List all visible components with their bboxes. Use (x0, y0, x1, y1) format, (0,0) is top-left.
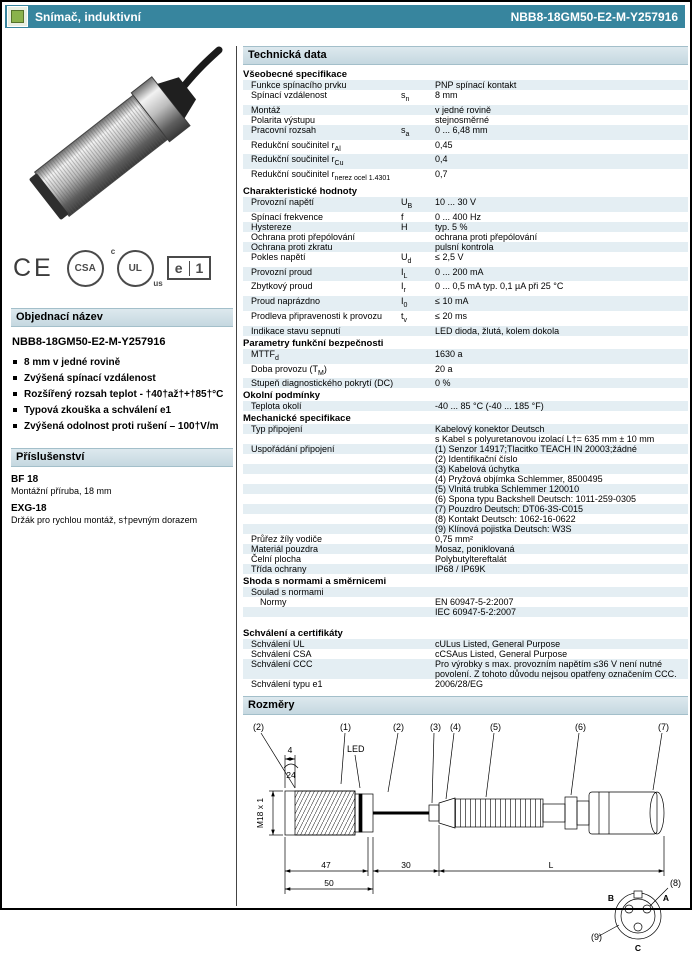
bullet-square-icon (13, 360, 17, 364)
tech-row (243, 80, 688, 90)
tech-row-value: (9) Klínová pojistka Deutsch: W3S (435, 524, 572, 535)
callout-5: (5) (490, 722, 501, 733)
tech-row-value: IP68 / IP69K (435, 564, 486, 575)
tech-row (243, 659, 688, 679)
tech-row-symbol (401, 504, 435, 514)
tech-row (243, 494, 688, 504)
tech-row-symbol (401, 484, 435, 494)
tech-row-symbol (401, 587, 435, 597)
tech-row-symbol (401, 464, 435, 474)
tech-row-symbol (401, 364, 435, 379)
tech-row-value: ≤ 20 ms (435, 310, 467, 321)
tech-row-symbol (401, 232, 435, 242)
tech-row-value: typ. 5 % (435, 221, 468, 232)
tech-row-symbol (401, 534, 435, 544)
top-header (5, 5, 685, 28)
tech-row-label: $MTTF_d$ (251, 348, 279, 362)
tech-row (243, 464, 688, 474)
tech-row-label: Normy (260, 597, 287, 608)
tech-row-value: 20 a (435, 363, 453, 374)
pin-c-label: C (634, 943, 642, 953)
feature-item (12, 388, 233, 401)
ul-mark (110, 246, 163, 288)
dim-L-label: L (548, 860, 554, 871)
accessories-list (11, 474, 233, 525)
tech-row-label: Redukční součinitel $r_{nerez ocel 1.4301}$ (251, 169, 391, 182)
tech-row-value: (3) Kabelová úchytka (435, 464, 520, 475)
tech-row (243, 401, 688, 411)
tech-row-value: (8) Kontakt Deutsch: 1062-16-0622 (435, 514, 576, 525)
tech-row-symbol (401, 424, 435, 434)
tech-row-value: 0,45 (435, 139, 453, 150)
tech-row (243, 454, 688, 464)
tech-row-label: Pracovní rozsah (251, 124, 317, 135)
tech-row-value: Pro výrobky s max. provozním napětím ≤36 V není nutné povolení. Z tohoto důvodu nejsou opatřeny označením CCC. (435, 659, 677, 680)
tech-row (243, 544, 688, 554)
tech-row-value: 10 ... 30 V (435, 196, 477, 207)
tech-row (243, 484, 688, 494)
tech-row-value: ≤ 2,5 V (435, 251, 464, 262)
callout-9: (9) (591, 932, 602, 943)
tech-row-label: Prodleva připravenosti k provozu (251, 310, 383, 321)
product-number: NBB8-18GM50-E2-M-Y257916 (510, 9, 678, 24)
tech-row-value: Polybutyltereftalát (435, 554, 507, 565)
tech-row-value: pulsní kontrola (435, 241, 494, 252)
tech-row-symbol (401, 639, 435, 649)
tech-row-value: cULus Listed, General Purpose (435, 639, 561, 650)
tech-row-label (251, 474, 401, 484)
product-title: Snímač, induktivní (35, 9, 142, 24)
tech-row-value: -40 ... 85 °C (-40 ... 185 °F) (435, 401, 544, 412)
tech-row (243, 212, 688, 222)
tech-row-label: Uspořádání připojení (251, 444, 335, 455)
tech-row-value: EN 60947-5-2:2007 (435, 597, 514, 608)
csa-mark-label: CSA (74, 262, 96, 274)
tech-row-label: Teplota okolí (251, 401, 302, 412)
tech-row-value: 0,7 (435, 169, 448, 180)
callout-2b: (2) (393, 722, 404, 733)
feature-item (12, 356, 233, 369)
tech-row-symbol (401, 514, 435, 524)
tech-row (243, 649, 688, 659)
tech-row (243, 296, 688, 311)
tech-row-label: Indikace stavu sepnutí (251, 325, 341, 336)
pin-b-label: B (607, 893, 615, 904)
accessory-desc: Montážní příruba, 18 mm (11, 486, 112, 496)
tech-row-value: (2) Identifikační číslo (435, 454, 518, 465)
tech-row-value: (6) Spona typu Backshell Deutsch: 1011-259-0305 (435, 494, 636, 505)
tech-row-symbol: $t_v$ (401, 310, 408, 324)
tech-table (243, 69, 688, 689)
tech-row-symbol: $U_d$ (401, 251, 412, 265)
tech-row-symbol (401, 494, 435, 504)
tech-row-symbol (401, 564, 435, 574)
tech-row-label: Zbytkový proud (251, 281, 313, 292)
product-photo (11, 38, 226, 238)
tech-row-label: Schválení CSA (251, 649, 312, 660)
tech-row (243, 474, 688, 484)
tech-row-symbol (401, 649, 435, 659)
feature-text: Zvýšená spínací vzdálenost (24, 373, 156, 384)
accessories-section-title: Příslušenství (11, 448, 233, 467)
tech-row (243, 222, 688, 232)
tech-row-symbol (401, 607, 435, 617)
tech-row-label: Třída ochrany (251, 564, 307, 575)
tech-row-label: Čelní plocha (251, 554, 302, 565)
tech-row-symbol (401, 454, 435, 464)
tech-row-label: Redukční součinitel $r_{Cu}$ (251, 154, 344, 168)
tech-section-title: Parametry funkční bezpečnosti (243, 337, 384, 349)
tech-row-symbol (401, 242, 435, 252)
tech-row-label: Materiál pouzdra (251, 544, 319, 555)
tech-section-title: Všeobecné specifikace (243, 69, 348, 80)
tech-row-value: 8 mm (435, 90, 458, 100)
tech-row-symbol (401, 105, 435, 115)
tech-row-symbol (401, 401, 435, 411)
tech-row (243, 125, 688, 140)
tech-row-symbol (401, 679, 435, 689)
callout-8: (8) (670, 878, 681, 889)
bullet-square-icon (13, 408, 17, 412)
tech-row-label: Ochrana proti zkratu (251, 241, 333, 252)
tech-row-symbol (401, 326, 435, 336)
tech-row-label: Stupeň diagnostického pokrytí (DC) (251, 378, 394, 389)
callout-7: (7) (658, 722, 669, 733)
tech-row-label (251, 607, 401, 617)
tech-row-value: IEC 60947-5-2:2007 (435, 607, 517, 618)
ul-mark-label: UL (128, 262, 142, 274)
tech-row-label: Schválení UL (251, 639, 305, 650)
tech-row-symbol (401, 140, 435, 155)
tech-row-label: Polarita výstupu (251, 114, 316, 125)
led-label: LED (347, 744, 365, 755)
tech-row-value: 0 ... 0,5 mA typ. 0,1 µA při 25 °C (435, 281, 564, 292)
feature-text: Rozšířený rozsah teplot - †40†až†+†85†°C (24, 389, 224, 400)
feature-text: 8 mm v jedné rovině (24, 357, 121, 368)
tech-row-label: Typ připojení (251, 424, 303, 435)
tech-row-symbol (401, 80, 435, 90)
tech-row-value: PNP spínací kontakt (435, 80, 517, 90)
dimensions-drawing (243, 718, 688, 953)
order-section-title: Objednací název (11, 308, 233, 327)
tech-row (243, 349, 688, 364)
tech-row (243, 534, 688, 544)
tech-row-label (251, 484, 401, 494)
dim-24-label: 24 (286, 770, 296, 781)
drawing-lines (261, 733, 668, 939)
tech-row-label (251, 434, 401, 444)
tech-section-title: Mechanické specifikace (243, 413, 351, 425)
tech-row-symbol (401, 378, 435, 388)
callout-4: (4) (450, 722, 461, 733)
accessory-desc: Držák pro rychlou montáž, s†pevným dorazem (11, 515, 198, 525)
tech-row-label: Funkce spínacího prvku (251, 80, 347, 90)
tech-section-title: Schválení a certifikáty (243, 628, 343, 640)
dim-30-label: 30 (401, 860, 411, 871)
tech-row (243, 267, 688, 282)
tech-row (243, 169, 688, 184)
e1-mark-left: e (174, 260, 183, 276)
tech-row-label: Soulad s normami (251, 587, 324, 598)
tech-row-symbol: H (401, 221, 408, 232)
tech-row-label: Hystereze (251, 221, 292, 232)
e1-mark-right: 1 (195, 260, 204, 276)
tech-row-value: 0 ... 6,48 mm (435, 124, 488, 135)
tech-row-value: ≤ 10 mA (435, 296, 469, 307)
tech-row-label (251, 514, 401, 524)
tech-row (243, 434, 688, 444)
callout-2a: (2) (253, 722, 264, 733)
tech-row-label (251, 494, 401, 504)
tech-row-symbol (401, 524, 435, 534)
tech-row-value: (7) Pouzdro Deutsch: DT06-3S-C015 (435, 504, 584, 515)
tech-row-symbol: $I_r$ (401, 281, 406, 295)
tech-row-value: LED dioda, žlutá, kolem dokola (435, 325, 560, 336)
tech-row (243, 639, 688, 649)
tech-row (243, 281, 688, 296)
feature-text: Zvýšená odolnost proti rušení – 100†V/m (24, 421, 219, 432)
tech-row-symbol: $I_0$ (401, 296, 408, 309)
tech-section-title: Charakteristické hodnoty (243, 185, 358, 197)
tech-row-symbol (401, 349, 435, 364)
tech-row-value: cCSAus Listed, General Purpose (435, 649, 568, 660)
ce-mark: CE (13, 253, 54, 282)
tech-row (243, 504, 688, 514)
sensor-icon (7, 6, 28, 27)
certification-marks (13, 246, 233, 290)
tech-row-symbol (401, 434, 435, 444)
tech-row-symbol (401, 659, 435, 679)
tech-row-symbol: $s_a$ (401, 124, 410, 138)
tech-row-value: 1630 a (435, 348, 463, 359)
dim-4-label: 4 (287, 745, 293, 756)
tech-row-label: Provozní napětí (251, 196, 315, 207)
feature-text: Typová zkouška a schválení e1 (24, 405, 172, 416)
tech-row-value: v jedné rovině (435, 104, 492, 115)
tech-row-label: Spínací vzdálenost (251, 90, 328, 100)
tech-row-label: Schválení CCC (251, 659, 313, 670)
tech-section-title: Shoda s normami a směrnicemi (243, 576, 387, 588)
tech-row-value: s Kabel s polyuretanovou izolací L†= 635 mm ± 10 mm (435, 434, 655, 445)
tech-row-value: 0,4 (435, 154, 448, 165)
tech-row (243, 679, 688, 689)
tech-row-value: 0 ... 400 Hz (435, 211, 482, 222)
tech-row (243, 197, 688, 212)
tech-row-label: Proud naprázdno (251, 296, 321, 307)
tech-row-label (251, 454, 401, 464)
tech-row-label: Doba provozu $(T_M)$ (251, 363, 327, 377)
tech-row-symbol (401, 554, 435, 564)
tech-row-label: Schválení typu e1 (251, 679, 323, 690)
tech-row-label: Průřez žíly vodiče (251, 534, 323, 545)
tech-row-symbol: $I_L$ (401, 266, 408, 280)
tech-row-symbol: $U_B$ (401, 196, 413, 210)
bullet-square-icon (13, 392, 17, 396)
tech-row (243, 105, 688, 115)
tech-row-value: 2006/28/EG (435, 679, 484, 690)
e1-mark (167, 256, 212, 280)
tech-row-symbol (401, 169, 435, 184)
tech-row (243, 597, 688, 607)
tech-row-label: Redukční součinitel $r_{Al}$ (251, 139, 341, 153)
tech-row (243, 564, 688, 574)
tech-row-label: Montáž (251, 104, 281, 115)
tech-row-value: (1) Senzor 14917;Tlacitko TEACH IN 20003;žádné (435, 444, 637, 455)
tech-row-label: Spínací frekvence (251, 211, 324, 222)
tech-row-value: ochrana proti přepólování (435, 231, 538, 242)
tech-row-symbol: $s_n$ (401, 90, 410, 103)
tech-row-symbol (401, 597, 435, 607)
tech-row-value: (5) Vlnitá trubka Schlemmer 120010 (435, 484, 580, 495)
tech-row-value: (4) Pryžová objímka Schlemmer, 8500495 (435, 474, 603, 485)
tech-row (243, 232, 688, 242)
tech-row-value: Mosaz, poniklovaná (435, 544, 515, 555)
tech-row-value: Kabelový konektor Deutsch (435, 424, 545, 435)
e1-mark-divider (189, 261, 190, 276)
callout-6: (6) (575, 722, 586, 733)
tech-row (243, 587, 688, 597)
tech-row-label: Ochrana proti přepólování (251, 231, 356, 242)
tech-row (243, 311, 688, 326)
product-photo-image (11, 38, 226, 238)
sensor-icon-glyph (11, 10, 24, 23)
features-list (12, 356, 233, 433)
tech-section-title: Okolní podmínky (243, 390, 321, 402)
tech-row (243, 514, 688, 524)
bullet-square-icon (13, 424, 17, 428)
column-divider (236, 46, 237, 906)
tech-row (243, 252, 688, 267)
left-column (11, 38, 233, 525)
tech-row-value: stejnosměrné (435, 114, 490, 125)
tech-row-symbol (401, 444, 435, 454)
accessory-name: BF 18 (11, 474, 39, 485)
tech-row (243, 524, 688, 534)
csa-mark (67, 250, 104, 287)
feature-item (12, 372, 233, 385)
tech-row-value: 0,75 mm² (435, 534, 474, 545)
dim-50-label: 50 (324, 878, 334, 889)
dimensions-title: Rozměry (243, 696, 688, 715)
tech-row-symbol: f (401, 211, 404, 222)
pin-a-label: A (662, 893, 670, 904)
tech-row (243, 444, 688, 454)
tech-row-label (251, 504, 401, 514)
thread-label: M18 x 1 (255, 798, 265, 829)
tech-row (243, 115, 688, 125)
tech-row-label: Provozní proud (251, 266, 313, 277)
order-code: NBB8-18GM50-E2-M-Y257916 (12, 336, 166, 348)
tech-row (243, 90, 688, 105)
callout-3: (3) (430, 722, 441, 733)
feature-item (12, 404, 233, 417)
tech-row (243, 154, 688, 169)
tech-row (243, 364, 688, 379)
right-column (243, 46, 688, 953)
callout-1: (1) (340, 722, 351, 733)
tech-row (243, 378, 688, 388)
dim-47-label: 47 (321, 860, 331, 871)
tech-row (243, 607, 688, 617)
tech-row-symbol (401, 154, 435, 169)
tech-row-label (251, 464, 401, 474)
tech-row (243, 554, 688, 564)
tech-row (243, 140, 688, 155)
tech-row-symbol (401, 474, 435, 484)
tech-row-value: 0 ... 200 mA (435, 266, 484, 277)
tech-row-value (435, 587, 688, 597)
tech-data-title: Technická data (243, 46, 688, 65)
tech-row (243, 326, 688, 336)
accessory-name: EXG-18 (11, 503, 47, 514)
ul-c-label: c (110, 246, 116, 256)
tech-row-label: Pokles napětí (251, 251, 306, 262)
ul-us-label: us (153, 278, 163, 288)
tech-row-value: 0 % (435, 378, 451, 389)
tech-row-symbol (401, 115, 435, 125)
tech-row (243, 242, 688, 252)
bullet-square-icon (13, 376, 17, 380)
tech-row-symbol (401, 544, 435, 554)
tech-row-label (251, 524, 401, 534)
tech-row (243, 424, 688, 434)
feature-item (12, 420, 233, 433)
